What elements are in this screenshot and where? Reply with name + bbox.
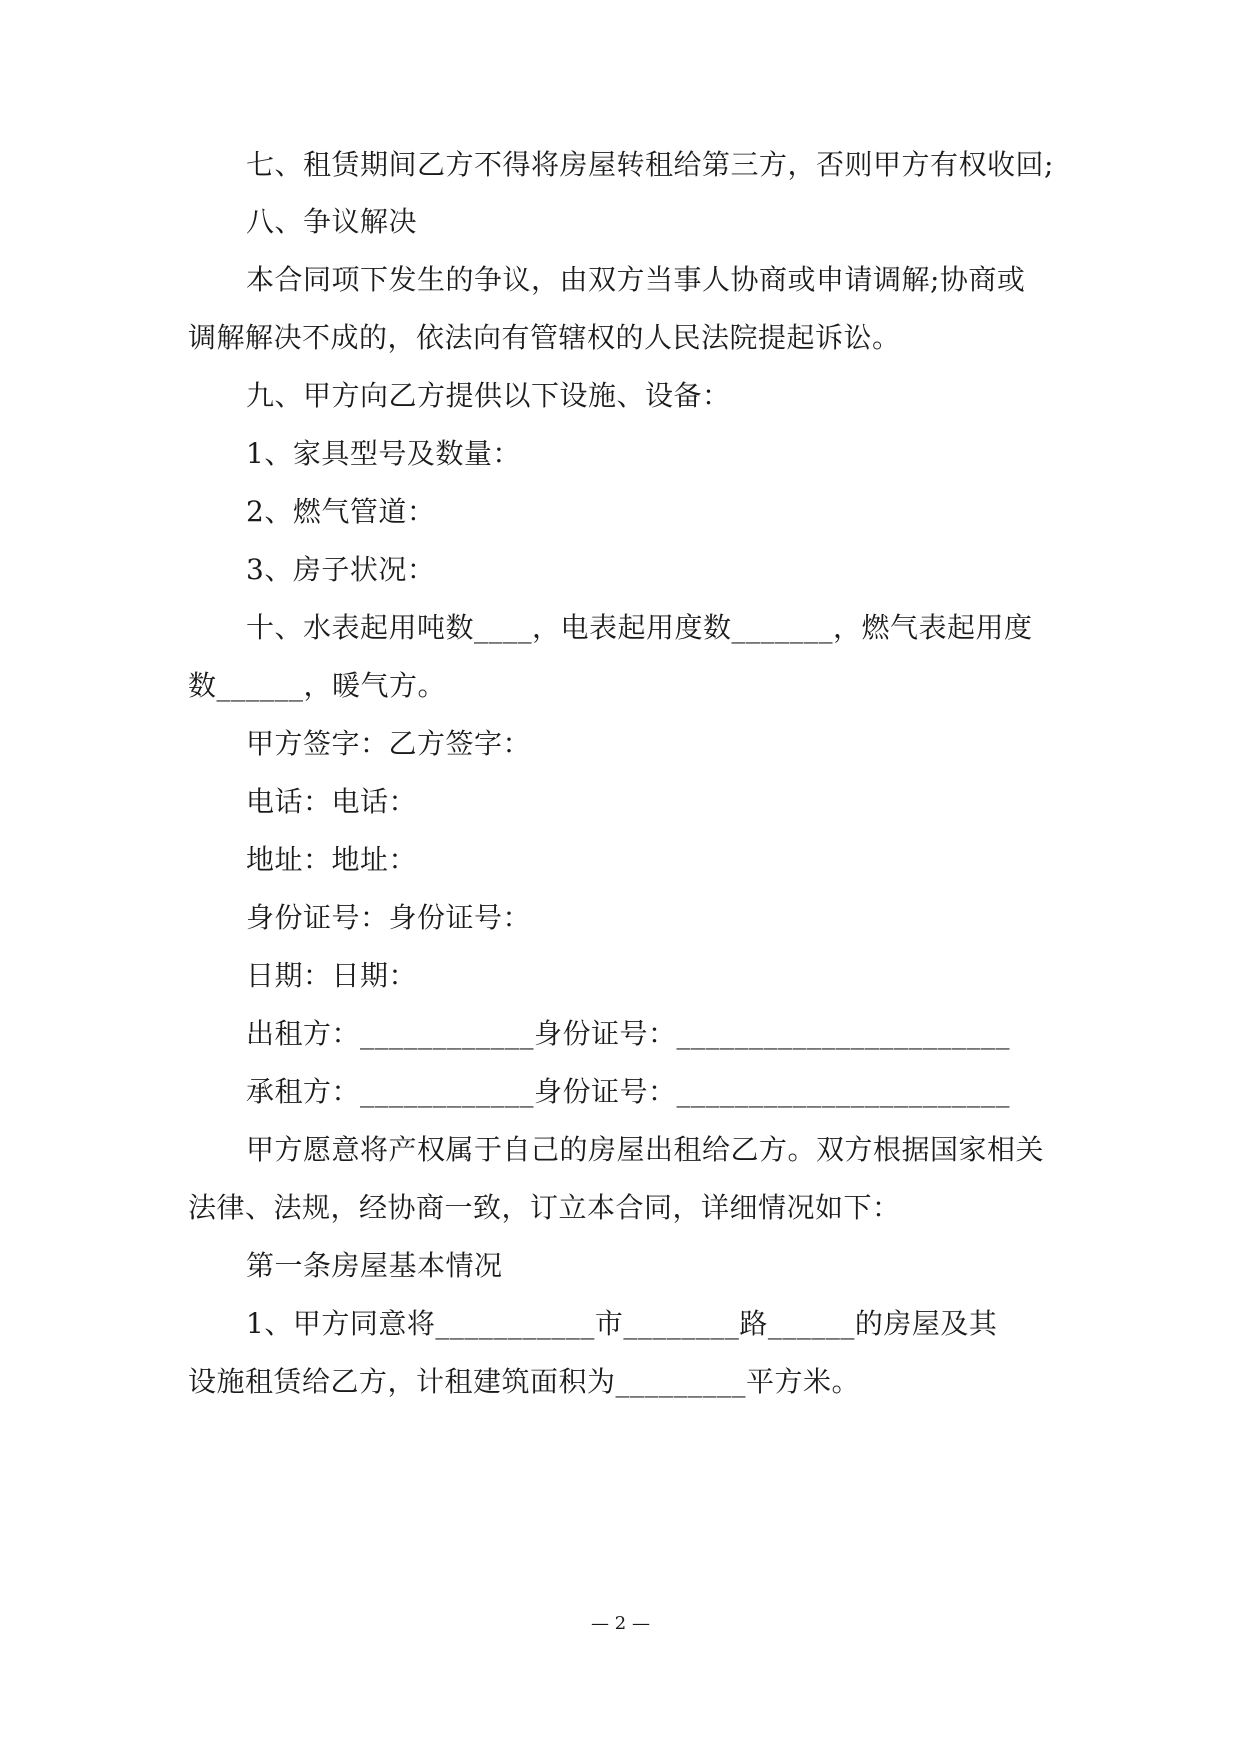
lessee-line: 承租方：____________身份证号：_______________________ bbox=[246, 1075, 1011, 1108]
phone-line: 电话：电话： bbox=[246, 785, 418, 818]
id-number-line: 身份证号：身份证号： bbox=[246, 901, 532, 934]
article-1-item-1-line-2: 设施租赁给乙方，计租建筑面积为_________平方米。 bbox=[188, 1365, 861, 1398]
clause-9-item-1: 1、家具型号及数量： bbox=[246, 437, 521, 470]
article-1-heading: 第一条房屋基本情况 bbox=[246, 1249, 503, 1282]
clause-10-line-2: 数______，暖气方。 bbox=[188, 669, 447, 702]
article-1-item-1-line-1: 1、甲方同意将___________市________路______的房屋及其 bbox=[246, 1307, 998, 1340]
address-line: 地址：地址： bbox=[246, 843, 418, 876]
page-number: — 2 — bbox=[591, 1613, 650, 1634]
clause-7-text: 七、租赁期间乙方不得将房屋转租给第三方，否则甲方有权收回; bbox=[246, 148, 1054, 181]
preamble-line-2: 法律、法规，经协商一致，订立本合同，详细情况如下： bbox=[188, 1191, 901, 1224]
clause-10-line-1: 十、水表起用吨数____，电表起用度数_______，燃气表起用度 bbox=[246, 611, 1033, 644]
clause-8-heading: 八、争议解决 bbox=[246, 205, 418, 238]
clause-9-item-3: 3、房子状况： bbox=[246, 553, 436, 586]
lessor-line: 出租方：____________身份证号：_______________________ bbox=[246, 1017, 1011, 1050]
clause-9-heading: 九、甲方向乙方提供以下设施、设备： bbox=[246, 379, 731, 412]
clause-9-item-2: 2、燃气管道： bbox=[246, 495, 436, 528]
preamble-line-1: 甲方愿意将产权属于自己的房屋出租给乙方。双方根据国家相关 bbox=[246, 1133, 1045, 1166]
signature-line: 甲方签字：乙方签字： bbox=[246, 727, 532, 760]
clause-8-text-line-1: 本合同项下发生的争议，由双方当事人协商或申请调解;协商或 bbox=[246, 263, 1026, 296]
clause-8-text-line-2: 调解解决不成的，依法向有管辖权的人民法院提起诉讼。 bbox=[188, 321, 901, 354]
date-line: 日期：日期： bbox=[246, 959, 418, 992]
